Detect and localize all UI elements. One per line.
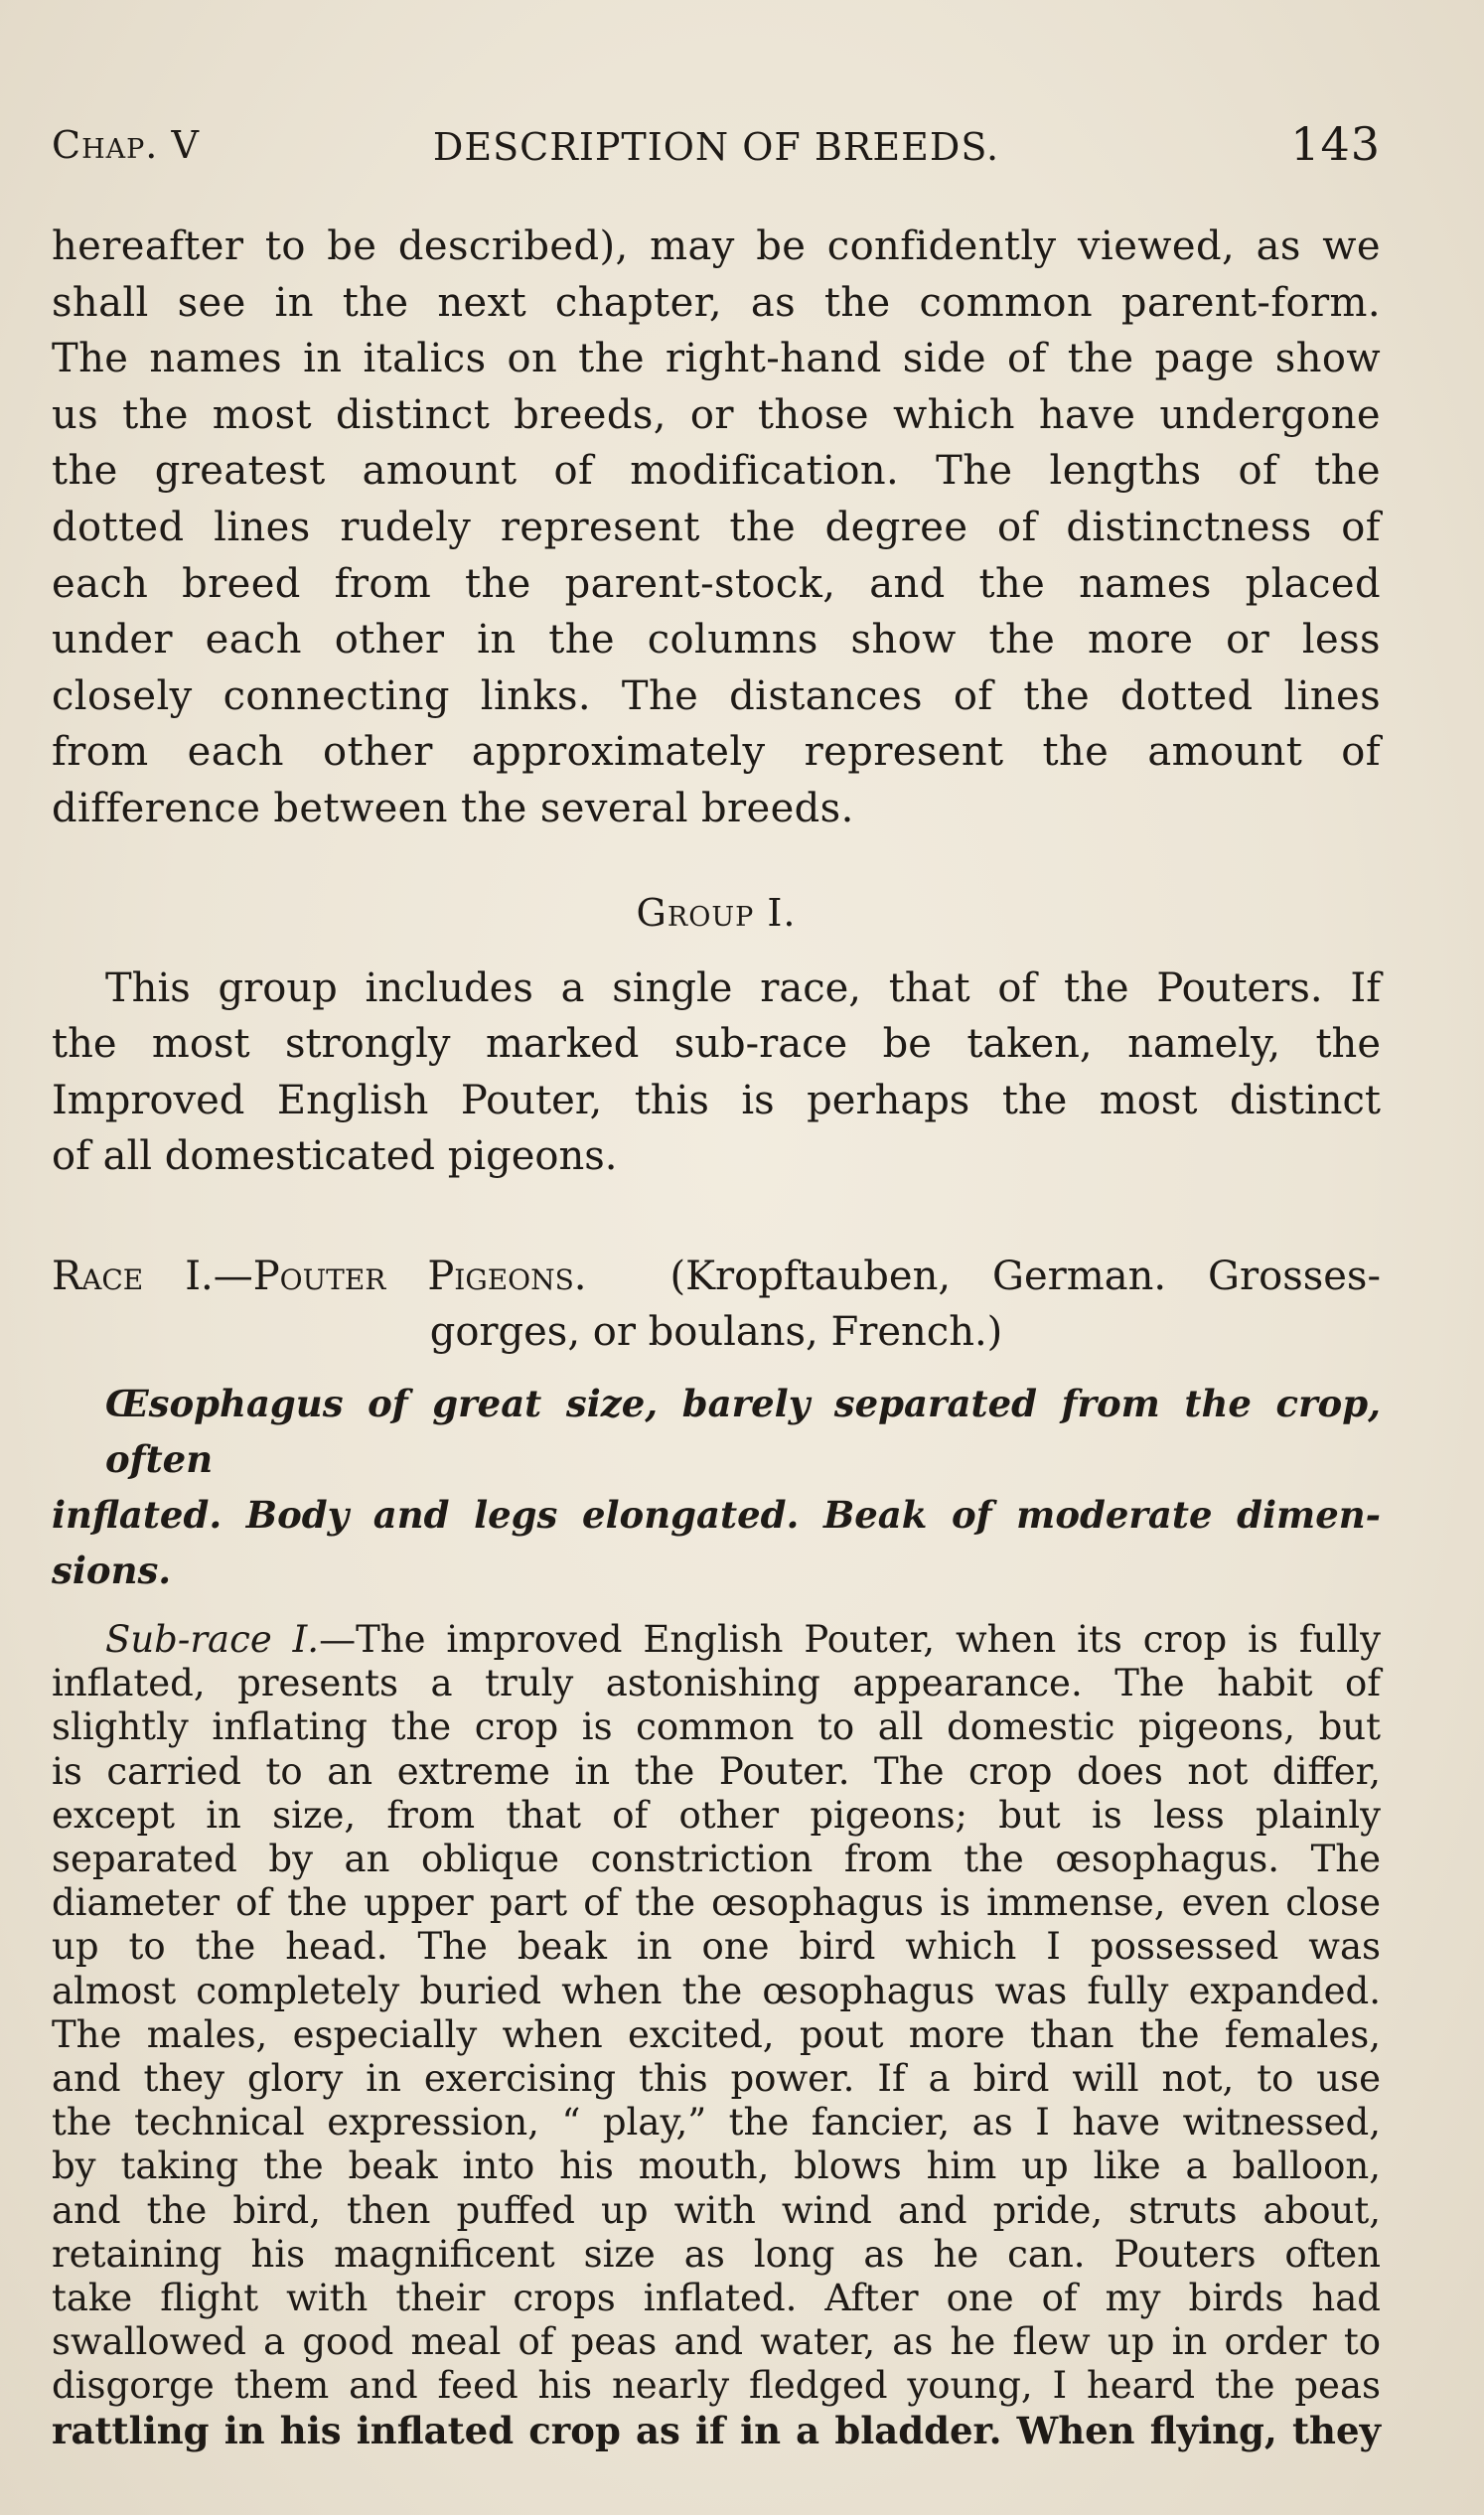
- text-line: disgorge them and feed his nearly fledged young, I heard the peas: [52, 2364, 1381, 2408]
- intro-paragraph: [52, 219, 1381, 837]
- text-line: is carried to an extreme in the Pouter. The crop does not differ,: [52, 1749, 1381, 1793]
- text-line: and they glory in exercising this power. If a bird will not, to use: [52, 2056, 1381, 2100]
- text-line: [52, 1618, 1381, 1662]
- page-number: 143: [1290, 117, 1381, 171]
- text-line: from each other approximately represent the amount of: [52, 729, 1381, 776]
- text-line: almost completely buried when the œsophagus was fully expanded.: [52, 1969, 1381, 2012]
- text-line: swallowed a good meal of peas and water, as he flew up in order to: [52, 2320, 1381, 2364]
- group-heading: Group I.: [636, 890, 797, 935]
- text-line: sions.: [52, 1548, 172, 1592]
- text-line: up to the head. The beak in one bird which I possessed was: [52, 1925, 1381, 1969]
- page-title: DESCRIPTION OF BREEDS.: [432, 125, 1000, 169]
- text-line: difference between the several breeds.: [52, 785, 854, 831]
- subrace-intro: —The improved English Pouter, when its crop is fully: [319, 1617, 1381, 1661]
- text-line: separated by an oblique constriction from the œsophagus. The: [52, 1837, 1381, 1880]
- text-line: the technical expression, “ play,” the fancier, as I have witnessed,: [52, 2101, 1381, 2145]
- subrace-paragraph: [52, 1618, 1381, 2452]
- text-line: and the bird, then puffed up with wind and pride, struts about,: [52, 2188, 1381, 2232]
- text-line: inflated, presents a truly astonishing appearance. The habit of: [52, 1662, 1381, 1705]
- text-line: the most strongly marked sub-race be taken, namely, the: [52, 1021, 1381, 1068]
- subrace-label: Sub-race I.: [105, 1617, 320, 1661]
- diagnostic-characters: [52, 1376, 1381, 1598]
- text-line: The names in italics on the right-hand side of the page show: [52, 336, 1381, 382]
- running-head: [52, 117, 1381, 181]
- chapter-label: Chap. V: [52, 123, 200, 167]
- page-content: [52, 117, 1381, 2452]
- text-line: shall see in the next chapter, as the common parent-form.: [52, 279, 1381, 326]
- text-line: retaining his magnificent size as long as he can. Pouters often: [52, 2232, 1381, 2276]
- text-line: except in size, from that of other pigeons; but is less plainly: [52, 1793, 1381, 1837]
- race-heading-line: gorges, or boulans, French.): [429, 1308, 1003, 1355]
- race-heading-line: [52, 1249, 1381, 1304]
- text-line: by taking the beak into his mouth, blows him up like a balloon,: [52, 2145, 1381, 2188]
- text-line: each breed from the parent-stock, and the names placed: [52, 560, 1381, 607]
- text-line: This group includes a single race, that of the Pouters. If: [105, 964, 1381, 1011]
- race-heading: [52, 1249, 1381, 1360]
- text-line: Œsophagus of great size, barely separated from the crop, often: [105, 1381, 1381, 1481]
- text-line: dotted lines rudely represent the degree of distinctness of: [52, 504, 1381, 550]
- race-synonyms: (Kropftauben, German. Grosses-: [669, 1253, 1381, 1299]
- group-paragraph: [52, 961, 1381, 1185]
- text-line: rattling in his inflated crop as if in a bladder. When flying, they: [52, 2408, 1381, 2452]
- race-label: Race I.—Pouter Pigeons.: [52, 1253, 587, 1299]
- text-line: closely connecting links. The distances of the dotted lines: [52, 672, 1381, 719]
- text-line: of all domesticated pigeons.: [52, 1133, 618, 1180]
- text-line: us the most distinct breeds, or those which have undergone: [52, 391, 1381, 438]
- text-line: inflated. Body and legs elongated. Beak of moderate dimen-: [52, 1492, 1381, 1537]
- text-line: under each other in the columns show the more or less: [52, 617, 1381, 664]
- text-line: the greatest amount of modification. The lengths of the: [52, 448, 1381, 495]
- text-line: slightly inflating the crop is common to all domestic pigeons, but: [52, 1705, 1381, 1749]
- text-line: Improved English Pouter, this is perhaps the most distinct: [52, 1077, 1381, 1123]
- text-line: The males, especially when excited, pout more than the females,: [52, 2012, 1381, 2056]
- text-line: take flight with their crops inflated. After one of my birds had: [52, 2276, 1381, 2319]
- text-line: hereafter to be described), may be confidently viewed, as we: [52, 223, 1381, 269]
- text-line: diameter of the upper part of the œsophagus is immense, even close: [52, 1881, 1381, 1925]
